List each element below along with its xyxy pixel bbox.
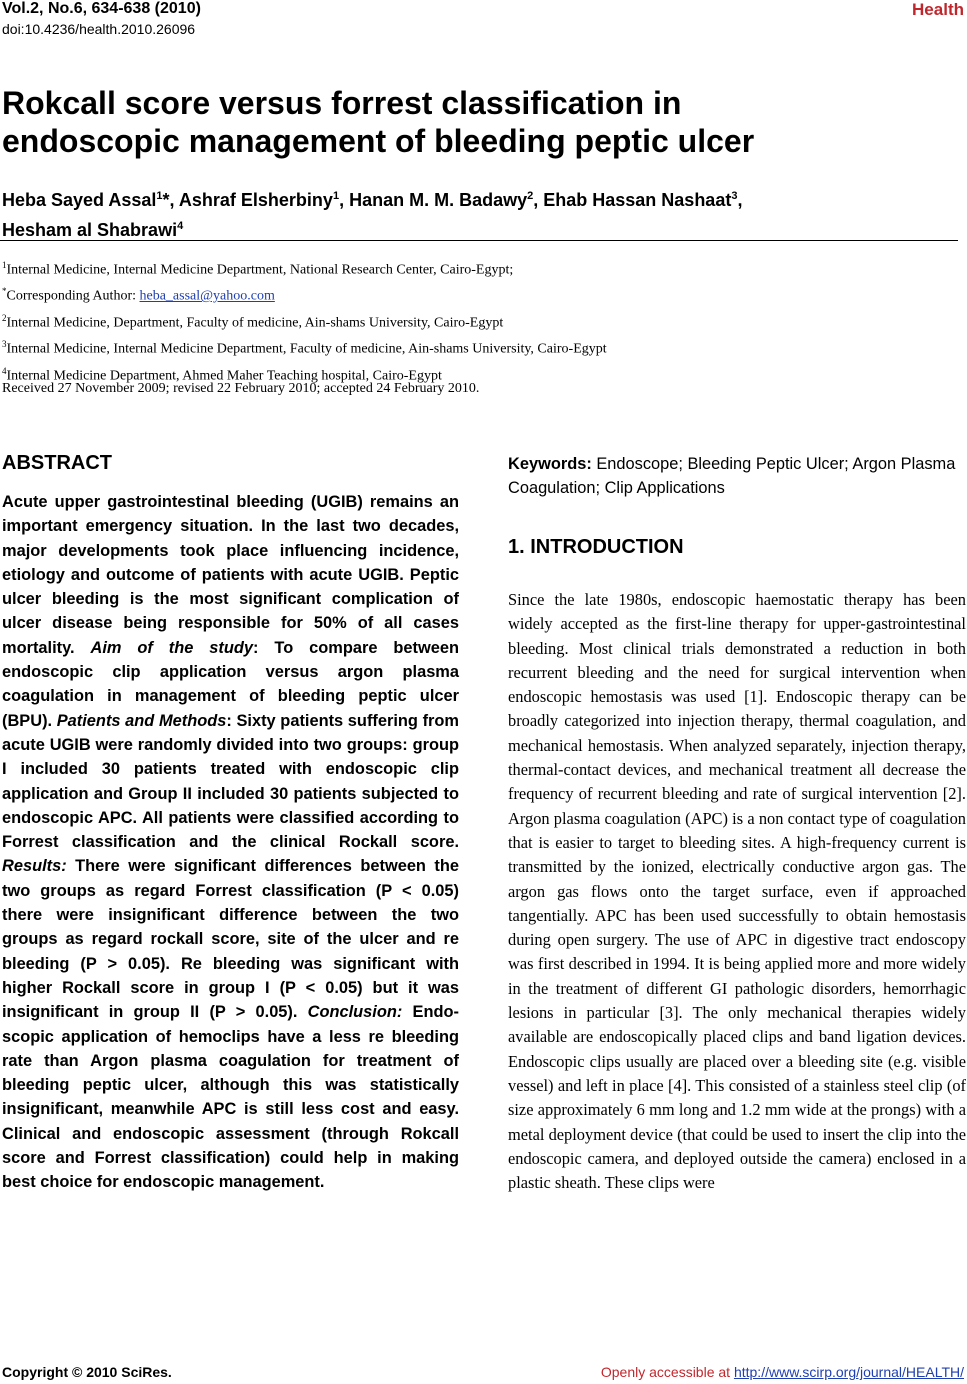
affiliation-sup: 3 xyxy=(2,339,7,350)
abstract-section-label: Patients and Methods xyxy=(56,711,227,730)
title-line-2: endoscopic management of bleeding peptic ulcer xyxy=(2,123,755,159)
author-separator: , xyxy=(339,190,350,210)
paper-title xyxy=(2,84,962,160)
affiliation-sup: * xyxy=(2,286,7,297)
open-access-note xyxy=(601,1364,964,1380)
abstract-section-label: Results: xyxy=(2,857,67,876)
affiliation-sup: 1 xyxy=(2,260,7,270)
abstract-section-label: Conclusion: xyxy=(307,1003,403,1022)
author-name: Heba Sayed Assal xyxy=(2,190,157,210)
abstract-text: Endoscopic application of hemoclips have a less re bleeding rate than Argon plasma coagulation for treatment of bleeding peptic ulcer, although this was statistically insignificant, meanwhile APC is still less cost and easy. Clinical and endoscopic assessment (through Rokcall score and Forrest classification) could help in making best choice for endoscopic management. xyxy=(2,1003,459,1192)
affiliation-2 xyxy=(2,308,962,334)
author-name: Ashraf Elsherbiny xyxy=(178,190,333,210)
corresponding-author xyxy=(2,281,962,307)
introduction-heading: 1. INTRODUCTION xyxy=(508,536,684,558)
author-separator: , xyxy=(737,190,743,210)
author-name: Ehab Hassan Nashaat xyxy=(543,190,732,210)
author-name: Hanan M. M. Badawy xyxy=(349,190,528,210)
journal-url-link[interactable]: http://www.scirp.org/journal/HEALTH/ xyxy=(733,1364,964,1380)
author-affil-sup: 3 xyxy=(731,190,738,202)
journal-name: Health xyxy=(912,0,964,19)
abstract-section-label: Aim of the study xyxy=(90,638,254,657)
keywords-text: Endoscope; Bleeding Peptic Ulcer; Argon Plasma Coagulation; Clip Applications xyxy=(508,455,956,498)
corresponding-label: Corresponding Author: xyxy=(6,289,140,305)
affiliation-text: Internal Medicine, Internal Medicine Department, Faculty of medicine, Ain-shams University, Cairo-Egypt xyxy=(6,342,607,358)
received-dates: Received 27 November 2009; revised 22 February 2010; accepted 24 February 2010. xyxy=(2,381,480,396)
abstract-heading: ABSTRACT xyxy=(2,452,112,474)
author-separator: , xyxy=(533,190,544,210)
title-line-1: Rokcall score versus forrest classification in xyxy=(2,85,682,121)
email-link[interactable]: heba_assal@yahoo.com xyxy=(139,289,275,305)
author-name: Hesham al Shabrawi xyxy=(2,220,178,240)
doi: doi:10.4236/health.2010.26096 xyxy=(2,21,196,37)
copyright: Copyright © 2010 SciRes. xyxy=(2,1364,172,1380)
open-access-label: Openly accessible at xyxy=(600,1364,734,1380)
author-affil-sup: 1 xyxy=(156,190,163,202)
abstract-text: There were significant differences between the two groups as regard Forrest classification (P < 0.05) there were insignificant difference between the two groups as regard rockall score, site of the ulcer and re bleeding (P > 0.05). Re bleeding was significant with higher Rockall score in group I (P < 0.05) but it was insignificant in group II (P > 0.05). xyxy=(2,857,459,1022)
abstract-text: Acute upper gastrointestinal bleeding (UGIB) remains an important emergency situation. In the last two decades, major developments took place influencing incidence, etiology and outcome of patients with acute UGIB. Peptic ulcer bleeding is the most significant complication of ulcer disease being responsible for 50% of all cases mortality. xyxy=(2,493,459,657)
corresponding-mark: *, xyxy=(162,190,179,210)
affiliation-sup: 4 xyxy=(2,365,7,376)
affiliation-text: Internal Medicine Department, Ahmed Maher Teaching hospital, Cairo-Egypt xyxy=(6,368,442,384)
introduction-body: Since the late 1980s, endoscopic haemostatic therapy has been widely accepted as the first-line therapy for upper-gastrointestinal bleeding. Most clinical trials demonstrated a reduction in both recurrent bleeding and the need for surgical intervention when endoscopic hemostasis was used [1]. Endoscopic therapy can be broadly categorized into injection therapy, thermal coagulation, and mechanical hemostasis. When analyzed separately, injection therapy, thermal-contact devices, and mechanical treatment all decrease the frequency of recurrent bleeding and rate of surgical intervention [2]. Argon plasma coagulation (APC) is a non contact type of coagulation that is easier to target to bleeding sites. A high-frequency current is transmitted by the ionized, electrically conductive argon gas. The argon gas flows onto the target surface, even if approached tangentially. APC has been used successfully to obtain hemostasis during open surgery. The use of APC in digestive tract endoscopy was first described in 1994. It is being applied more and more widely in the treatment of different GI pathologic disorders, hemorrhagic lesions in particular [3]. The only mechanical therapies widely available are endoscopically placed clips and band ligation devices. Endoscopic clips usually are placed over a bleeding site (e.g. visible vessel) and left in place [4]. This consisted of a stainless steel clip (of size approximately 6 mm long and 1.2 mm wide at the prongs) with a metal deployment device (that could be used to insert the clip into the endoscopic camera, and deployed outside the camera) enclosed in a plastic sheath. These clips were xyxy=(508,590,966,1193)
author-affil-sup: 2 xyxy=(527,190,534,202)
affiliation-text: Internal Medicine, Internal Medicine Department, National Research Center, Cairo-Egypt; xyxy=(6,262,514,278)
author-affil-sup: 4 xyxy=(177,220,184,232)
keywords-label: Keywords: xyxy=(508,455,592,473)
author-affil-sup: 1 xyxy=(332,190,340,202)
affiliations xyxy=(2,255,962,387)
volume-info: Vol.2, No.6, 634-638 (2010) xyxy=(2,0,201,17)
affiliation-sup: 2 xyxy=(2,312,7,323)
abstract-body xyxy=(2,490,459,1195)
keywords xyxy=(508,452,966,501)
abstract-text: : Sixty patients suffering from acute UGIB were randomly divided into two groups: group I included 30 patients treated with endoscopic clip application and Group II included 30 patients subjected to endoscopic APC. All patients were classified according to Forrest classification and the clinical Rockall score. xyxy=(2,711,460,852)
header-divider xyxy=(0,240,958,241)
affiliation-text: Internal Medicine, Department, Faculty of medicine, Ain-shams University, Cairo-Egypt xyxy=(6,315,504,331)
abstract-text: : To compare between endoscopic clip application versus argon plasma coagulation in management of bleeding peptic ulcer (BPU). xyxy=(2,638,459,730)
affiliation-1 xyxy=(2,255,962,281)
author-list xyxy=(2,183,962,243)
affiliation-3 xyxy=(2,334,962,360)
